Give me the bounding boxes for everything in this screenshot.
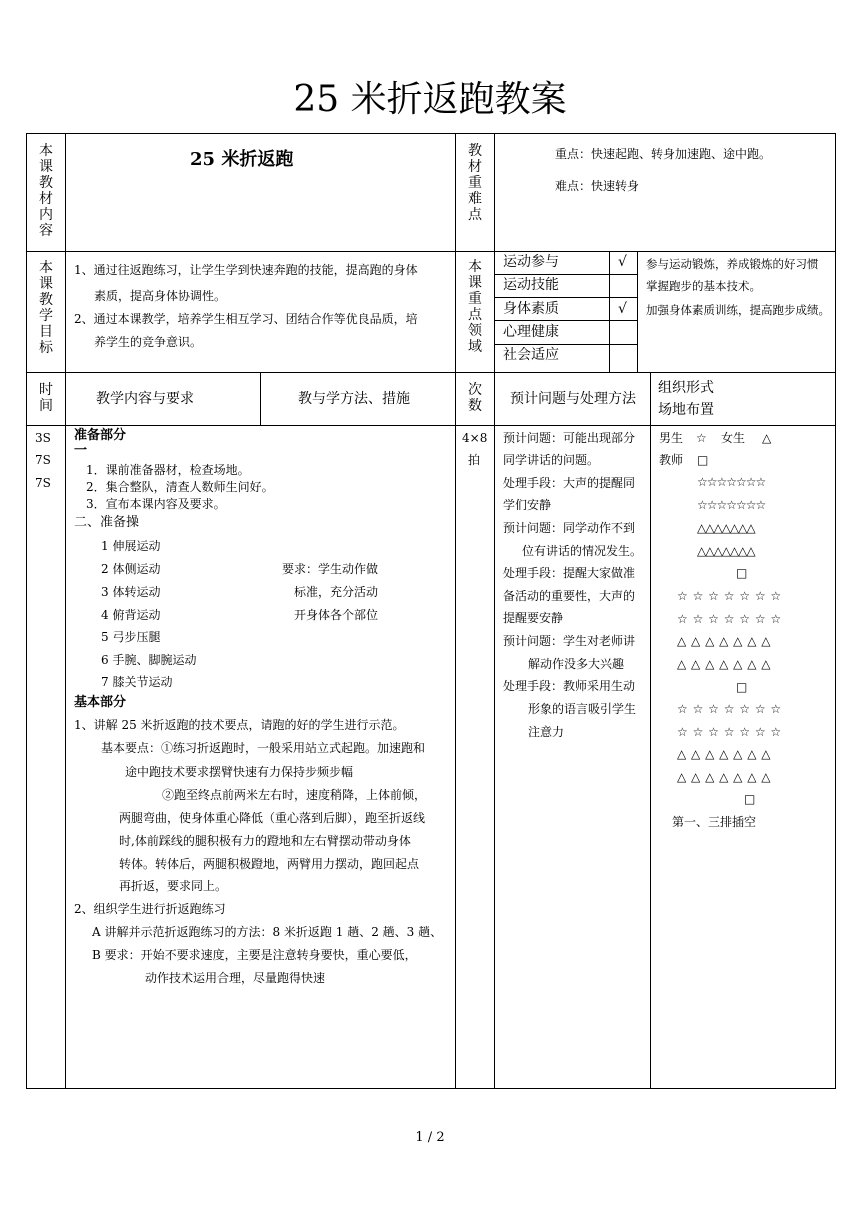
domain-name: 心理健康 xyxy=(503,324,559,340)
domain-name: 社会适应 xyxy=(503,347,559,363)
formation-caption: 第一、三排插空 xyxy=(672,815,757,829)
domain-check: √ xyxy=(618,254,627,270)
basic-line: B 要求：开始不要求速度，主要是注意转身要快，重心要低， xyxy=(92,948,417,962)
basic-line: ②跑至终点前两米左右时，速度稍降，上体前倾， xyxy=(162,788,427,802)
label-key-difficult: 教材重难点 xyxy=(468,143,482,223)
prep-item: 3．宣布本课内容及要求。 xyxy=(86,497,226,511)
domain-check: √ xyxy=(618,301,627,317)
label-teaching-goal: 本课教学目标 xyxy=(39,260,53,356)
triangle-icon: △ xyxy=(762,431,772,445)
basic-line: 时,体前踩线的腿积极有力的蹬地和左右臂摆动带动身体 xyxy=(119,834,411,848)
basic-line: 2、组织学生进行折返跑练习 xyxy=(74,902,226,916)
page-title: 25 米折返跑教案 xyxy=(293,79,567,120)
problem-line: 解动作没多大兴趣 xyxy=(528,657,625,671)
formation-row: ☆ ☆ ☆ ☆ ☆ ☆ ☆ xyxy=(677,612,782,626)
header-org-form: 组织形式 xyxy=(658,380,714,396)
problem-line: 预计问题：可能出现部分 xyxy=(503,431,636,445)
square-icon: □ xyxy=(697,453,709,467)
basic-line: 基本要点：①练习折返跑时，一般采用站立式起跑。加速跑和 xyxy=(101,741,426,755)
formation-row: △△△△△△△ xyxy=(697,521,755,535)
goal-2-line-1: 2、通过本课教学，培养学生相互学习、团结合作等优良品质，培 xyxy=(74,312,418,326)
warmup-item: 1 伸展运动 xyxy=(101,539,161,553)
domain-note-2: 加强身体素质训练，提高跑步成绩。 xyxy=(646,303,830,317)
formation-row: ☆☆☆☆☆☆☆ xyxy=(697,475,766,489)
warmup-item: 2 体侧运动 xyxy=(101,562,161,576)
basic-line: 两腿弯曲，使身体重心降低（重心落到后脚），跑至折返线 xyxy=(119,811,426,825)
domain-name: 身体素质 xyxy=(503,301,559,317)
star-icon: ☆ xyxy=(696,431,707,445)
warmup-item: 3 体转运动 xyxy=(101,585,161,599)
domain-name: 运动技能 xyxy=(503,277,559,293)
formation-row: ☆ ☆ ☆ ☆ ☆ ☆ ☆ xyxy=(677,589,782,603)
basic-line: 转体。转体后，两腿积极蹬地，两臂用力摆动，跑回起点 xyxy=(119,857,420,871)
time-value: 3S xyxy=(35,431,51,445)
warmup-requirement: 开身体各个部位 xyxy=(294,608,379,622)
header-problem: 预计问题与处理方法 xyxy=(510,391,636,407)
formation-row: △ △ △ △ △ △ △ xyxy=(677,657,771,671)
label-teaching-material: 本课教材内容 xyxy=(39,143,53,239)
problem-line: 处理手段：教师采用生动 xyxy=(503,679,636,693)
prep-item: 2．集合整队，清查人数师生问好。 xyxy=(86,480,274,494)
problem-line: 处理手段：提醒大家做准 xyxy=(503,566,636,580)
header-site-layout: 场地布置 xyxy=(658,402,714,418)
page-number: 1 / 2 xyxy=(415,1130,445,1145)
header-time: 时间 xyxy=(39,382,53,414)
formation-row: △ △ △ △ △ △ △ xyxy=(677,634,771,648)
problem-line: 形象的语言吸引学生 xyxy=(528,702,637,716)
time-value: 7S xyxy=(35,476,51,490)
problem-line: 处理手段：大声的提醒同 xyxy=(503,476,636,490)
problem-line: 同学讲话的问题。 xyxy=(503,453,600,467)
warmup-item: 7 膝关节运动 xyxy=(101,675,173,689)
problem-line: 学们安静 xyxy=(503,498,552,512)
formation-row: △△△△△△△ xyxy=(697,544,755,558)
formation-teacher: □ xyxy=(736,566,748,580)
header-method: 教与学方法、措施 xyxy=(298,391,410,407)
formation-teacher: □ xyxy=(744,792,756,806)
formation-row: △ △ △ △ △ △ △ xyxy=(677,770,771,784)
goal-1-line-2: 素质，提高身体协调性。 xyxy=(94,289,227,303)
time-value: 7S xyxy=(35,453,51,467)
formation-row: △ △ △ △ △ △ △ xyxy=(677,747,771,761)
formation-teacher: □ xyxy=(736,680,748,694)
count-value: 4×8 xyxy=(462,431,488,445)
warmup-item: 6 手腕、脚腕运动 xyxy=(101,653,197,667)
legend-girl: 女生 xyxy=(721,431,746,445)
problem-line: 预计问题：同学动作不到 xyxy=(503,521,636,535)
domain-note-1a: 参与运动锻炼，养成锻炼的好习惯 xyxy=(646,257,819,271)
basic-line: 途中跑技术要求摆臂快速有力保持步频步幅 xyxy=(125,765,354,779)
goal-1-line-1: 1、通过往返跑练习，让学生学到快速奔跑的技能，提高跑的身体 xyxy=(74,263,418,277)
warmup-requirement: 要求：学生动作做 xyxy=(282,562,379,576)
problem-line: 提醒要安静 xyxy=(503,611,564,625)
legend-teacher: 教师 xyxy=(659,453,684,467)
key-point: 重点：快速起跑、转身加速跑、途中跑。 xyxy=(555,147,772,161)
label-key-domain: 本课重点领域 xyxy=(468,259,482,355)
problem-line: 备活动的重要性，大声的 xyxy=(503,589,636,603)
content-title: 25 米折返跑 xyxy=(190,149,294,170)
count-unit: 拍 xyxy=(468,453,481,467)
warmup-item: 4 俯背运动 xyxy=(101,608,161,622)
domain-name: 运动参与 xyxy=(503,254,559,270)
basic-line: A 讲解并示范折返跑练习的方法：8 米折返跑 1 趟、2 趟、3 趟、 xyxy=(92,925,443,939)
basic-line: 再折返，要求同上。 xyxy=(119,879,228,893)
legend-boy: 男生 xyxy=(659,431,684,445)
domain-note-1b: 掌握跑步的基本技术。 xyxy=(646,279,761,293)
goal-2-line-2: 养学生的竞争意识。 xyxy=(94,335,203,349)
formation-row: ☆ ☆ ☆ ☆ ☆ ☆ ☆ xyxy=(677,702,782,716)
formation-row: ☆☆☆☆☆☆☆ xyxy=(697,498,766,512)
basic-line: 1、讲解 25 米折返跑的技术要点，请跑的好的学生进行示范。 xyxy=(74,718,405,732)
formation-row: ☆ ☆ ☆ ☆ ☆ ☆ ☆ xyxy=(677,725,782,739)
problem-line: 位有讲话的情况发生。 xyxy=(522,544,643,558)
difficult-point: 难点：快速转身 xyxy=(555,179,640,193)
prep-one: 一 xyxy=(74,443,88,458)
basic-line: 动作技术运用合理，尽量跑得快速 xyxy=(145,971,326,985)
prep-title: 准备部分 xyxy=(74,428,127,443)
problem-line: 注意力 xyxy=(528,725,565,739)
warmup-item: 5 弓步压腿 xyxy=(101,630,161,644)
header-count: 次数 xyxy=(468,382,482,414)
problem-line: 预计问题：学生对老师讲 xyxy=(503,634,636,648)
warmup-title: 二、准备操 xyxy=(74,515,140,530)
basic-title: 基本部分 xyxy=(74,695,127,710)
warmup-requirement: 标准，充分活动 xyxy=(294,585,379,599)
header-content: 教学内容与要求 xyxy=(96,391,194,407)
prep-item: 1．课前准备器材，检查场地。 xyxy=(86,463,250,477)
